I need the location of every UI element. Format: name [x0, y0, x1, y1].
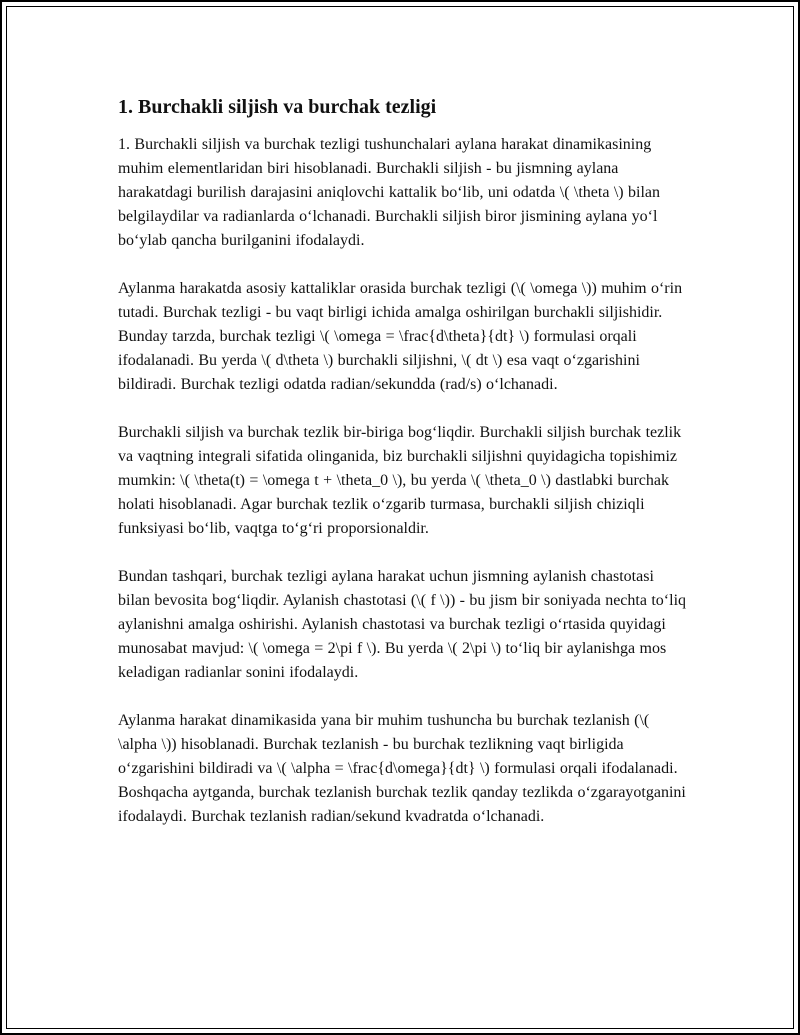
paragraph-4: Bundan tashqari, burchak tezligi aylana harakat uchun jismning aylanish chastotasi bilan bevosita bog‘liqdir. Aylanish chastotasi (\( f \)) - bu jism bir soniyada nechta to‘liq aylanishni amalga oshirishi. Aylanish chastotasi va burchak tezligi o‘rtasida quyidagi munosabat mavjud: \( \omega = 2\pi f \). Bu yerda \( 2\pi \) to‘liq bir aylanishga mos keladigan radianlar sonini ifodalaydi. [118, 568, 687, 681]
paragraph-1: 1. Burchakli siljish va burchak tezligi tushunchalari aylana harakat dinamikasining muhim elementlaridan biri hisoblanadi. Burchakli siljish - bu jismning aylana harakatdagi burilish darajasini aniqlovchi kattalik bo‘lib, uni odatda \( \theta \) bilan belgilaydilar va radianlarda o‘lchanadi. Burchakli siljish biror jismining aylana yo‘l bo‘ylab qancha burilganini ifodalaydi. [118, 136, 661, 249]
paragraph-2: Aylanma harakatda asosiy kattaliklar orasida burchak tezligi (\( \omega \)) muhim o‘rin tutadi. Burchak tezligi - bu vaqt birligi ichida amalga oshirilgan burchakli siljishidir. Bunday tarzda, burchak tezligi \( \omega = \frac{d\theta}{dt} \) formulasi orqali ifodalanadi. Bu yerda \( d\theta \) burchakli siljishni, \( dt \) esa vaqt o‘zgarishini bildiradi. Burchak tezligi odatda radian/sekundda (rad/s) o‘lchanadi. [118, 280, 683, 393]
paragraph-5: Aylanma harakat dinamikasida yana bir muhim tushuncha bu burchak tezlanish (\( \alpha \)) hisoblanadi. Burchak tezlanish - bu burchak tezlikning vaqt birligida o‘zgarishini bildiradi va \( \alpha = \frac{d\omega}{dt} \) formulasi orqali ifodalanadi. Boshqacha aytganda, burchak tezlanish burchak tezlik qanday tezlikda o‘zgarayotganini ifodalaydi. Burchak tezlanish radian/sekund kvadratda o‘lchanadi. [118, 712, 686, 825]
section-heading: 1. Burchakli siljish va burchak tezligi [118, 96, 437, 118]
paragraph-3: Burchakli siljish va burchak tezlik bir-biriga bog‘liqdir. Burchakli siljish burchak tezlik va vaqtning integrali sifatida olinganida, biz burchakli siljishni quyidagicha topishimiz mumkin: \( \theta(t) = \omega t + \theta_0 \), bu yerda \( \theta_0 \) dastlabki burchak holati hisoblanadi. Agar burchak tezlik o‘zgarib turmasa, burchakli siljish chiziqli funksiyasi bo‘lib, vaqtga to‘g‘ri proporsionaldir. [118, 424, 682, 537]
document-body [118, 95, 690, 853]
